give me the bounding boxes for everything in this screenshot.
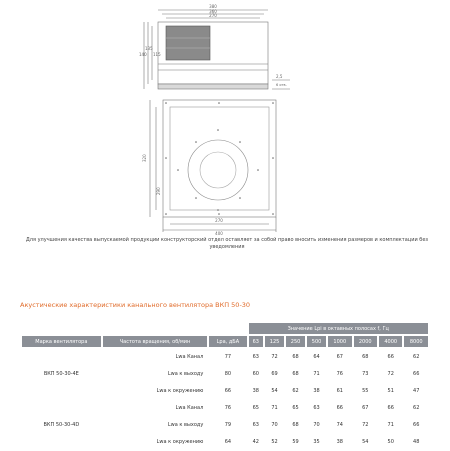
- value-cell: 68: [292, 421, 299, 428]
- value-cell: 60: [252, 370, 259, 377]
- dim-label: 290: [156, 187, 161, 195]
- table-row: [22, 400, 428, 415]
- value-cell: 68: [362, 353, 369, 360]
- value-cell: 69: [271, 370, 278, 377]
- col-header: 63: [249, 336, 264, 347]
- side-view: [144, 10, 290, 89]
- dim-label: 135: [145, 46, 153, 51]
- value-cell: 73: [362, 370, 369, 377]
- value-cell: 66: [387, 404, 394, 411]
- value-cell: 35: [313, 438, 320, 445]
- value-cell: 74: [336, 421, 343, 428]
- dim-label: 115: [153, 52, 161, 57]
- row-label-cell: Lwa Канал: [175, 353, 204, 360]
- dim-label: 380: [209, 4, 217, 9]
- value-cell: 70: [271, 421, 278, 428]
- value-cell: 38: [336, 438, 343, 445]
- value-cell: 63: [252, 421, 259, 428]
- mounting-holes: [165, 102, 274, 215]
- dim-label: 320: [142, 154, 147, 162]
- value-cell: 54: [362, 438, 369, 445]
- value-cell: 67: [336, 353, 343, 360]
- col-header: Частота вращения, об/мин: [103, 336, 208, 347]
- col-header: 125: [265, 336, 284, 347]
- value-cell: 62: [292, 387, 299, 394]
- impeller-hub: [200, 152, 236, 188]
- value-cell: 71: [271, 404, 278, 411]
- value-cell: 61: [336, 387, 343, 394]
- dim-label: 360: [209, 9, 217, 14]
- model-cell: ВКП 50-30-4D: [43, 421, 80, 428]
- value-cell: 66: [224, 387, 232, 394]
- value-cell: 51: [387, 387, 394, 394]
- col-header: 2000: [354, 336, 377, 347]
- value-cell: 68: [292, 370, 299, 377]
- value-cell: 42: [252, 438, 259, 445]
- value-cell: 52: [271, 438, 278, 445]
- value-cell: 71: [387, 421, 394, 428]
- value-cell: 38: [313, 387, 320, 394]
- col-header: 4000: [379, 336, 402, 347]
- value-cell: 38: [252, 387, 259, 394]
- value-cell: 48: [413, 438, 420, 445]
- value-cell: 66: [336, 404, 343, 411]
- row-label-cell: Lwa к окружению: [156, 387, 204, 394]
- section-title: Акустические характеристики канального вентилятора ВКП 50-30: [20, 301, 251, 309]
- value-cell: 63: [313, 404, 320, 411]
- octave-group-header: Значение Lpі в октавных полосах f, Гц: [249, 323, 429, 334]
- model-cell: ВКП 50-30-4Е: [43, 370, 79, 377]
- value-cell: 63: [252, 353, 259, 360]
- col-header: Lpa, дБА: [209, 336, 246, 347]
- col-header: 500: [307, 336, 326, 347]
- value-cell: 72: [362, 421, 369, 428]
- acoustic-table-wrap: [20, 321, 430, 451]
- value-cell: 62: [413, 353, 420, 360]
- value-cell: 59: [292, 438, 299, 445]
- value-cell: 64: [313, 353, 320, 360]
- dim-label: 2,5: [276, 74, 283, 79]
- value-cell: 66: [387, 353, 394, 360]
- motor-block: [166, 26, 210, 60]
- table-row: [22, 349, 428, 364]
- disclaimer-note: Для улучшения качества выпускаемой продукции конструкторский отдел оставляет за собой право вносить изменения размеров и комплектации без уведомления: [25, 237, 429, 250]
- value-cell: 65: [252, 404, 259, 411]
- col-header: 250: [286, 336, 305, 347]
- dim-label: 270: [215, 218, 223, 223]
- value-cell: 66: [413, 421, 420, 428]
- value-cell: 67: [362, 404, 369, 411]
- value-cell: 76: [224, 404, 232, 411]
- value-cell: 47: [413, 387, 420, 394]
- row-label-cell: Lwa к выходу: [167, 370, 204, 377]
- col-header: 8000: [404, 336, 428, 347]
- value-cell: 70: [313, 421, 320, 428]
- front-view: [150, 100, 276, 232]
- value-cell: 71: [313, 370, 320, 377]
- impeller-ring: [188, 140, 248, 200]
- value-cell: 77: [224, 353, 232, 360]
- row-label-cell: Lwa к выходу: [167, 421, 204, 428]
- value-cell: 72: [271, 353, 278, 360]
- value-cell: 54: [271, 387, 278, 394]
- acoustic-table: [20, 321, 430, 451]
- value-cell: 76: [336, 370, 343, 377]
- row-label-cell: Lwa Канал: [175, 404, 204, 411]
- value-cell: 72: [387, 370, 394, 377]
- acoustic-table-body: [22, 349, 428, 449]
- row-label-cell: Lwa к окружению: [156, 438, 204, 445]
- col-header: 1000: [328, 336, 351, 347]
- col-header: Марка вентилятора: [22, 336, 101, 347]
- value-cell: 65: [292, 404, 299, 411]
- value-cell: 68: [292, 353, 299, 360]
- dim-label: 6 отв.: [276, 83, 287, 87]
- value-cell: 79: [224, 421, 232, 428]
- value-cell: 80: [224, 370, 232, 377]
- front-view-inner: [170, 107, 269, 210]
- value-cell: 55: [362, 387, 369, 394]
- side-view-flange: [158, 84, 268, 89]
- dim-label: 400: [215, 231, 223, 235]
- value-cell: 66: [413, 370, 420, 377]
- front-view-outer: [163, 100, 276, 217]
- dim-label: 270: [209, 13, 217, 18]
- value-cell: 50: [387, 438, 394, 445]
- value-cell: 62: [413, 404, 420, 411]
- dim-label: 140: [139, 52, 147, 57]
- value-cell: 64: [224, 438, 232, 445]
